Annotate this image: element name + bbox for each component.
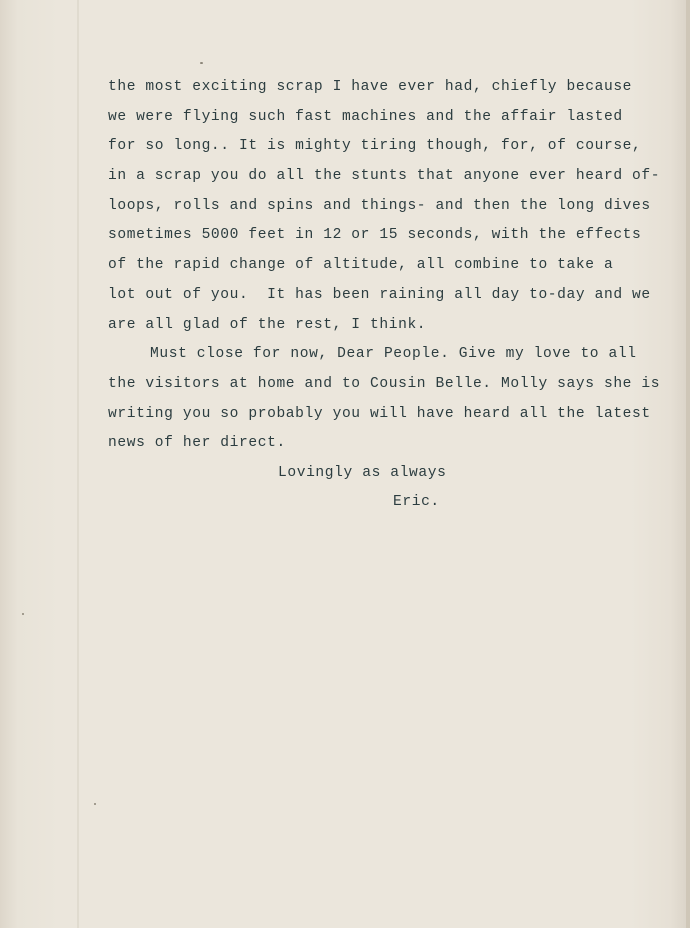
letter-line: lot out of you. It has been raining all day to-day and we <box>108 286 651 303</box>
signature: Eric. <box>393 494 440 510</box>
letter-line: are all glad of the rest, I think. <box>108 316 427 333</box>
letter-line: in a scrap you do all the stunts that anyone ever heard of- <box>108 168 661 185</box>
letter-line: loops, rolls and spins and things- and then the long dives <box>108 197 651 214</box>
letter-line: news of her direct. <box>108 435 286 452</box>
letter-line: the visitors at home and to Cousin Belle. Molly says she is <box>108 375 661 392</box>
letter-line: of the rapid change of altitude, all combine to take a <box>108 257 614 274</box>
letter-line: sometimes 5000 feet in 12 or 15 seconds, with the effects <box>108 227 642 244</box>
letter-line: writing you so probably you will have heard all the latest <box>108 405 651 422</box>
paper-right-edge <box>686 0 690 928</box>
closing-salutation: Lovingly as always <box>278 465 447 481</box>
paper-speck <box>94 803 96 805</box>
letter-line: for so long.. It is mighty tiring though, for, of course, <box>108 138 642 155</box>
letter-line: Must close for now, Dear People. Give my love to all <box>150 346 637 363</box>
paper-speck <box>22 613 24 615</box>
letter-line: we were flying such fast machines and the affair lasted <box>108 108 623 125</box>
paper-fold-shadow <box>77 0 79 928</box>
paper-speck <box>200 62 203 64</box>
letter-body <box>108 73 661 459</box>
letter-line: the most exciting scrap I have ever had, chiefly because <box>108 79 633 95</box>
